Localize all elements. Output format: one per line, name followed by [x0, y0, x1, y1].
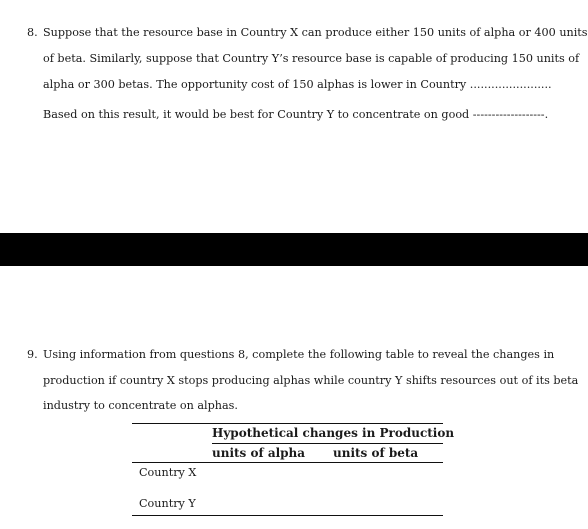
- table-col-alpha: units of alpha: [212, 446, 306, 460]
- table-bottom-rule: [132, 515, 443, 516]
- redaction-band: [0, 233, 588, 266]
- table-header-rule: [132, 462, 443, 463]
- q9-line-3: industry to concentrate on alphas.: [43, 399, 238, 412]
- q8-line-3: alpha or 300 betas. The opportunity cost of 150 alphas is lower in Country .......................: [43, 78, 552, 91]
- q8-line-4: Based on this result, it would be best for Country Y to concentrate on good -------------------.: [43, 108, 549, 121]
- table-top-rule: [132, 423, 443, 424]
- table-heading: Hypothetical changes in Production: [212, 426, 455, 440]
- q8-line-1: Suppose that the resource base in Country X can produce either 150 units of alpha or 400 units: [43, 26, 588, 39]
- table-row-country-x: Country X: [139, 466, 197, 479]
- q8-line-2: of beta. Similarly, suppose that Country Y’s resource base is capable of producing 150 units of: [43, 52, 580, 65]
- q8-number: 8.: [27, 26, 38, 39]
- table-col-beta: units of beta: [333, 446, 419, 460]
- q9-number: 9.: [27, 348, 38, 361]
- q9-line-2: production if country X stops producing alphas while country Y shifts resources out of its beta: [43, 374, 579, 387]
- table-row-country-y: Country Y: [139, 497, 196, 510]
- q9-line-1: Using information from questions 8, complete the following table to reveal the changes in: [43, 348, 555, 361]
- table-heading-rule: [212, 443, 443, 444]
